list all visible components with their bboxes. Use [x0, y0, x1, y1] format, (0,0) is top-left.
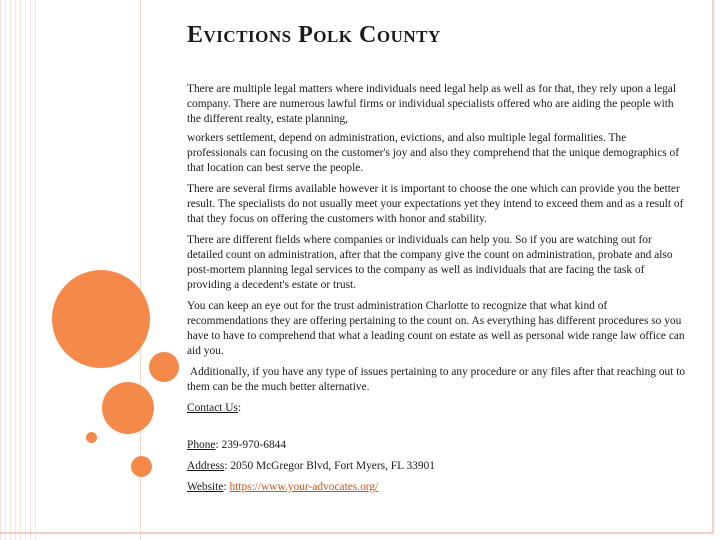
paragraph: Additionally, if you have any type of issues pertaining to any procedure or any files after that reaching out to them can be the much better alternative. — [187, 366, 688, 393]
address-value: : 2050 McGregor Blvd, Fort Myers, FL 33901 — [224, 460, 435, 472]
phone-label: Phone — [187, 439, 216, 451]
website-line — [187, 480, 687, 495]
decorative-circle-medium — [102, 382, 154, 434]
paragraph: There are multiple legal matters where individuals need legal help as well as for that, they rely upon a legal company. There are numerous lawful firms or individual specialists offered who are aiding the people with the different realty, estate planning, — [187, 83, 676, 125]
decorative-stripes — [0, 0, 40, 540]
paragraph: There are different fields where companies or individuals can help you. So if you are watching out for detailed count on administration, after that the company give the count on administration, probate and also post-mortem planning legal services to the company as well as individuals that are facing the task of providing a decedent's estate or trust. — [187, 234, 673, 291]
body-text — [187, 82, 687, 501]
website-separator: : — [223, 481, 230, 493]
address-line — [187, 459, 687, 474]
decorative-circle-tiny — [86, 432, 97, 443]
page-title: Evictions Polk County — [187, 22, 441, 48]
paragraph: workers settlement, depend on administration, evictions, and also multiple legal formalities. The professionals can focusing on the customer's joy and also they comprehend that the unique demographics of that location can best serve the people. — [187, 132, 680, 174]
decorative-circle-small — [149, 352, 179, 382]
phone-value: : 239-970-6844 — [215, 439, 287, 451]
paragraph: There are several firms available however it is important to choose the one which can provide you the better result. The specialists do not usually meet your expectations yet they intend to exceed them and as a result of that they focus on offering the customers with honor and stability. — [187, 183, 684, 225]
website-link[interactable]: https://www.your-advocates.org/ — [229, 481, 379, 493]
paragraph: You can keep an eye out for the trust administration Charlotte to recognize that what kind of recommendations they are offering pertaining to the count on. As everything has different procedures so you have to have to comprehend that what a leading count on estate as well as personal wide range law office can aid you. — [187, 300, 685, 357]
decorative-circle-small-2 — [131, 456, 152, 477]
decorative-circle-large — [52, 270, 150, 368]
address-label: Address — [187, 460, 225, 472]
contact-heading: Contact Us — [187, 402, 238, 414]
spacer — [187, 422, 687, 438]
phone-line — [187, 438, 687, 453]
contact-colon: : — [237, 402, 242, 414]
contact-heading-line — [187, 401, 687, 416]
website-label: Website — [187, 481, 224, 493]
